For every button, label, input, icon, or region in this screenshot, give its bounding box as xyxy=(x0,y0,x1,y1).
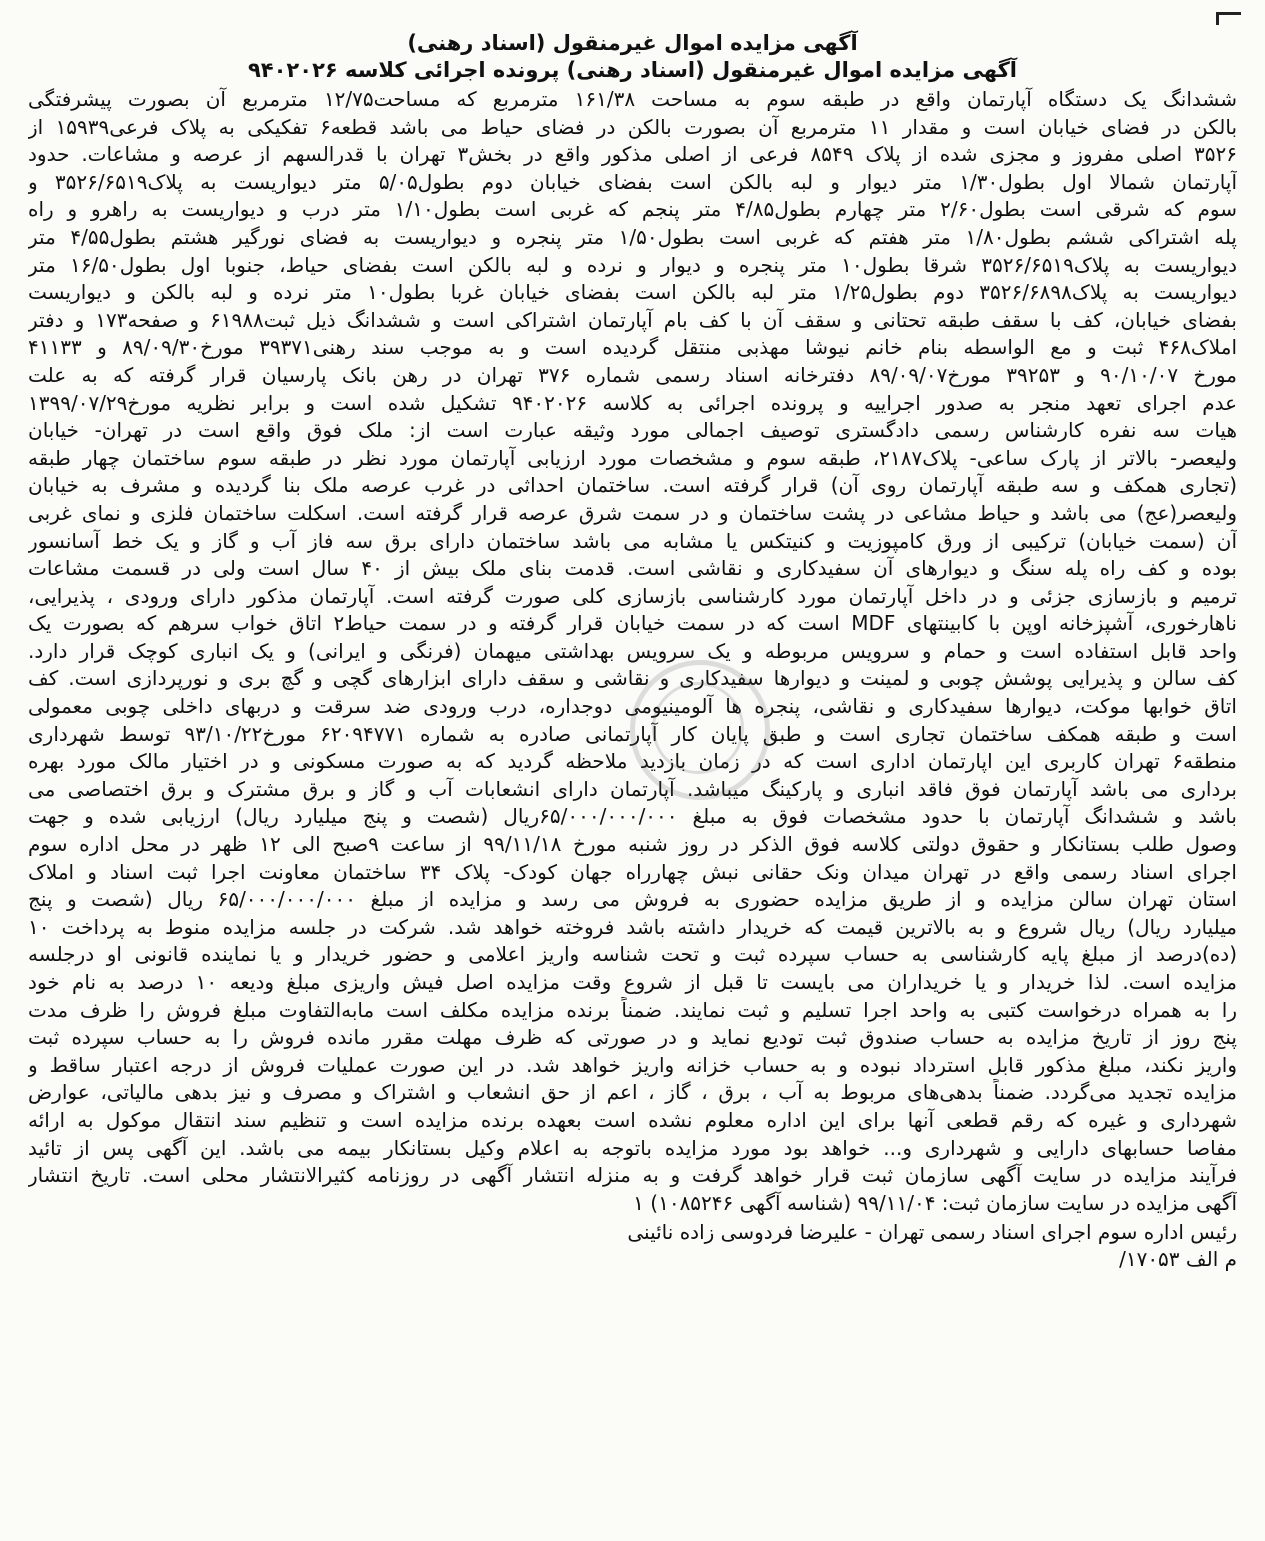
notice-line: هیات سه نفره کارشناس رسمی دادگستری توصیف اجمالی مورد وثیقه عبارت است از: ملک فوق واقع است در تهران- خیابان xyxy=(28,418,1237,443)
signature: رئیس اداره سوم اجرای اسناد رسمی تهران - علیرضا فردوسی زاده نائینی xyxy=(627,1220,1237,1245)
notice-body xyxy=(28,86,1237,1217)
notice-line: ۳۵۲۶ اصلی مفروز و مجزی شده از پلاک ۸۵۴۹ فرعی از اصلی مذکور واقع در بخش۳ تهران با قدرالسهم از عرصه و مشاعات. حدود xyxy=(28,142,1237,167)
notice-line: واریز نکند، مبلغ مذکور قابل استرداد نبوده و به حساب خزانه واریز خواهد شد. در این صورت عملیات فروش از درجه اعتبار ساقط و xyxy=(28,1052,1237,1077)
notice-line: باشد و ششدانگ آپارتمان با حدود مشخصات فوق به مبلغ ۶۵/۰۰۰/۰۰۰/۰۰۰ریال (شصت و پنج میلیارد ریال) ارزیابی شده و جهت xyxy=(28,804,1237,829)
notice-line: آن (سمت خیابان) ترکیبی از ورق کامپوزیت و کنیتکس یا مشابه می باشد ساختمان دارای برق سه فاز آب و گاز و یک خط آسانسور xyxy=(28,528,1237,553)
corner-mark xyxy=(1216,12,1241,25)
notice-line: واحد قابل استفاده است و حمام و سرویس مربوطه و یک سرویس بهداشتی میهمان (فرنگی و ایرانی) و یک انباری کوچک قرار دارد. xyxy=(28,638,1237,663)
notice-line: ششدانگ یک دستگاه آپارتمان واقع در طبقه سوم به مساحت ۱۶۱/۳۸ مترمربع که مساحت۱۲/۷۵ مترمربع آن بصورت پیشرفتگی xyxy=(28,87,1237,111)
notice-line: ناهارخوری، آشپزخانه اوپن با کابینتهای MDF است که در سمت خیابان قرار گرفته و در سمت حیاط۲ اتاق خواب سرهم که بصورت یک xyxy=(28,611,1237,636)
notice-line: ترمیم و بازسازی جزئی و در داخل آپارتمان مورد کارشناسی بازسازی کلی صورت گرفته است. آپارتمان مذکور دارای ورودی ، پذیرایی، xyxy=(28,583,1237,608)
notice-line: است و طبقه همکف ساختمان تجاری است و طبق پایان کار آپارتمانی صادره به شماره ۶۲۰۹۴۷۷۱ مورخ۹۳/۱۰/۲۲ توسط شهرداری xyxy=(28,721,1237,746)
notice-line: دیواریست به پلاک۳۵۲۶/۶۸۹۸ دوم بطول۱/۲۵ متر لبه بالکن است بفضای خیابان غربا بطول۱۰ متر نرده و لبه بالکن و دیواریست xyxy=(28,280,1237,305)
notice-subtitle: آگهی مزایده اموال غیرمنقول (اسناد رهنی) پرونده اجرائی کلاسه ۹۴۰۲۰۲۶ xyxy=(247,58,1017,82)
notice-line: (تجاری همکف و سه طبقه آپارتمان روی آن) قرار گرفته است. ساختمان احداثی در غرب عرصه ملک بنا گردیده و مشرف به خیابان xyxy=(28,473,1237,498)
notice-title: آگهی مزایده اموال غیرمنقول (اسناد رهنی) xyxy=(407,31,858,55)
notice-footer xyxy=(28,1219,1237,1273)
notice-line: پنج روز از تاریخ مزایده به حساب صندوق ثبت تودیع نماید و در صورتی که ظرف مهلت مقرر مانده فروش را به حساب سپرده ثبت xyxy=(28,1025,1237,1050)
notice-line: آگهی مزایده در سایت سازمان ثبت: ۹۹/۱۱/۰۴ (شناسه آگهی ۱۰۸۵۲۴۶) ۱ xyxy=(633,1190,1237,1215)
notice-line: مفاصا حسابهای دارایی و شهرداری و... خواهد بود مورد مزایده باتوجه به اعلام وکیل بستانکار بیمه می باشد. این آگهی پس از تائید xyxy=(28,1135,1237,1160)
notice-line: مزایده تجدید می‌گردد. ضمناً بدهی‌های مربوط به آب ، برق ، گاز ، اعم از حق انشعاب و اشتراک و مصرف و نیز بدهی مالیاتی، عوارض xyxy=(28,1080,1237,1105)
notice-code: م الف ۱۷۰۵۳/ xyxy=(1119,1247,1237,1272)
notice-line: بوده و کف راه پله سنگ و دیوارهای آن سفیدکاری و نقاشی است. قدمت بنای ملک بیش از ۴۰ سال است ولی در قسمت مشاعات xyxy=(28,556,1237,581)
notice-line: مورخ ۹۰/۱۰/۰۷ و ۳۹۲۵۳ مورخ۸۹/۰۹/۰۷ دفترخانه اسناد رسمی شماره ۳۷۶ تهران در رهن بانک پارسیان قرار گرفته که به علت xyxy=(28,362,1237,387)
notice-line: میلیارد ریال) ریال شروع و به بالاترین قیمت که خریدار داشته باشد فروخته خواهد شد. شرکت در جلسه مزایده منوط به پرداخت ۱۰ xyxy=(28,914,1237,939)
notice-line: (ده)درصد از مبلغ پایه کارشناسی به حساب سپرده ثبت و تحت شناسه واریز اعلامی و حضور خریدار و یا نماینده قانونی او درجلسه xyxy=(28,942,1237,967)
notice-line: ولیعصر- بالاتر از پارک ساعی- پلاک۲۱۸۷، طبقه سوم و مشخصات مورد ارزیابی آپارتمان مورد نظر در طبقه سوم ساختمان چهار طبقه xyxy=(28,445,1237,470)
notice-line: فرآیند مزایده در سایت آگهی سازمان ثبت قرار خواهد گرفت و به منزله انتشار آگهی در روزنامه کثیرالانتشار محلی است. تاریخ انتشار xyxy=(28,1163,1237,1188)
notice-line: منطقه۶ تهران کاربری این اپارتمان اداری است که در زمان بازدید ملاحظه گردید که به صورت مسکونی و در اختیار مالک مورد بهره xyxy=(28,749,1237,774)
notice-line: دیواریست به پلاک۳۵۲۶/۶۵۱۹ شرقا بطول۱۰ متر پنجره و دیوار و نرده و لبه بالکن است بفضای حیاط، جنوبا اول بطول۱۶/۵۰ متر xyxy=(28,252,1237,277)
notice-line: آپارتمان شمالا اول بطول۱/۳۰ متر دیوار و لبه بالکن است بفضای خیابان دوم بطول۵/۰۵ متر دیواریست به پلاک۳۵۲۶/۶۵۱۹ و xyxy=(28,169,1237,194)
notice-line: را به همراه درخواست کتبی به واحد اجرا تسلیم و ثبت نمایند. ضمناً برنده مزایده مکلف است مابه‌التفاوت مبلغ فروش را ظرف مدت xyxy=(28,997,1237,1022)
notice-line: استان تهران سالن مزایده و از طریق مزایده حضوری به فروش می رسد و مزایده از مبلغ ۶۵/۰۰۰/۰۰۰/۰۰۰ ریال (شصت و پنج xyxy=(28,887,1237,912)
notice-line: برداری می باشد آپارتمان فوق فاقد انباری و پارکینگ میباشد. آپارتمان دارای انشعابات آب و گاز و برق مشترک و برق اختصاصی می xyxy=(28,776,1237,801)
notice-line: اتاق خوابها موکت، دیوارها سفیدکاری و نقاشی، پنجره ها آلومینیومی دوجداره، درب ورودی ضد سرقت و دربهای داخلی چوبی معمولی xyxy=(28,694,1237,719)
notice-line: اجرای اسناد رسمی واقع در تهران میدان ونک حقانی نبش چهارراه جهان کودک- پلاک ۳۴ ساختمان معاونت اجرا ثبت اسناد و املاک xyxy=(28,859,1237,884)
notice-line: کف سالن و پذیرایی پوشش چوبی و لمینت و دیوارها سفیدکاری و نقاشی و سقف دارای ابزارهای گچی و گچ بری و نورپردازی است. کف xyxy=(28,666,1237,691)
notice-line: عدم اجرای تعهد منجر به صدور اجراییه و پرونده اجرائی به کلاسه ۹۴۰۲۰۲۶ تشکیل شده است و برابر نظریه مورخ۱۳۹۹/۰۷/۲۹ xyxy=(28,390,1237,415)
notice-line: سوم که شرقی است بطول۲/۶۰ متر چهارم بطول۴/۸۵ متر پنجم که غربی است بطول۱/۱۰ متر درب و دیواریست به راهرو و راه xyxy=(28,197,1237,222)
notice-line: مزایده است. لذا خریدار و یا خریداران می بایست تا قبل از شروع وقت مزایده اصل فیش واریزی مبلغ ودیعه ۱۰ درصد به نام خود xyxy=(28,970,1237,994)
notice-line: وصول طلب بستانکار و حقوق دولتی کلاسه فوق الذکر در روز شنبه مورخ ۹۹/۱۱/۱۸ از ساعت ۹صبح الی ۱۲ ظهر در محل اداره سوم xyxy=(28,832,1237,857)
notice-line: املاک۴۶۸ ثبت و مع الواسطه بنام خانم نیوشا مهذبی منتقل گردیده است و به موجب سند رهنی۳۹۳۷۱ مورخ۸۹/۰۹/۳۰ و ۴۱۱۳۳ xyxy=(28,335,1237,360)
notice-line: پله اشتراکی ششم بطول۱/۸۰ متر هفتم که غربی است بطول۱/۵۰ متر پنجره و دیواریست به فضای نورگیر هشتم بطول۴/۵۵ متر xyxy=(28,224,1237,249)
notice-line: ولیعصر(عج) می باشد و حیاط مشاعی در پشت ساختمان و در سمت شرق عرصه قرار گرفته است. اسکلت ساختمان فلزی و نمای غربی xyxy=(28,500,1237,525)
notice-line: شهرداری و غیره که رقم قطعی آنها برای این اداره معلوم نشده است بعهده برنده مزایده است و تنظیم سند انتقال موکول به ارائه xyxy=(28,1107,1237,1132)
notice-line: بالکن در فضای خیابان است و مقدار ۱۱ مترمربع آن بصورت بالکن در فضای حیاط می باشد قطعه۶ تفکیکی به پلاک فرعی۱۵۹۳۹ از xyxy=(28,114,1237,139)
notice-line: بفضای خیابان، کف با سقف طبقه تحتانی و سقف آن با کف بام آپارتمان اشتراکی است و ششدانگ ذیل ثبت۶۱۹۸۸ و صفحه۱۷۳ و دفتر xyxy=(28,307,1237,332)
